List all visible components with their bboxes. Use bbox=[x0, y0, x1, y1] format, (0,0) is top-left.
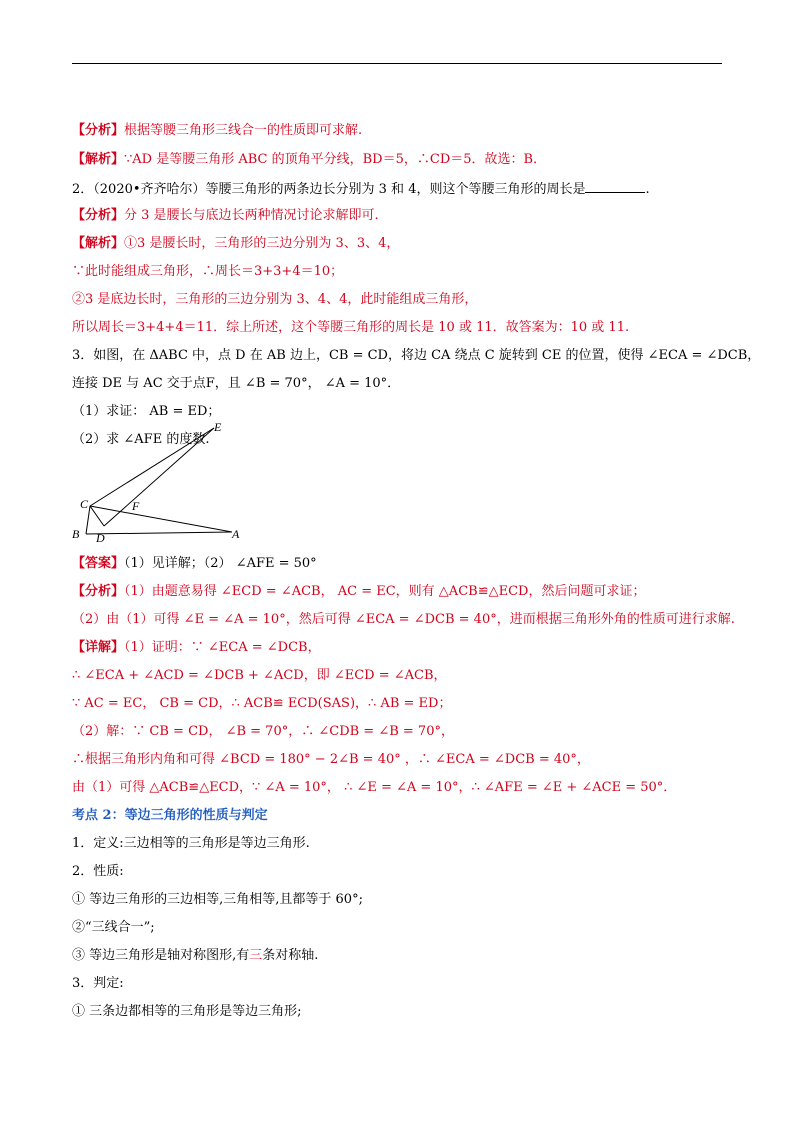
detail-line-3: ∵ AC = EC， CB = CD，∴ ACB≌ ECD(SAS)，∴ AB = ED； bbox=[72, 696, 452, 711]
detail-line-1: 【详解】（1）证明：∵ ∠ECA = ∠DCB， bbox=[72, 640, 321, 655]
detail-line-5: ∴根据三角形内角和可得 ∠BCD = 180° − 2∠B = 40° ，∴ ∠ECA = ∠DCB = 40°， bbox=[72, 752, 590, 767]
analysis-line-3: 【分析】（1）由题意易得 ∠ECD = ∠ACB， AC = EC，则有 △ACB≌△ECD，然后问题可求证； bbox=[72, 584, 646, 599]
answer-blank bbox=[585, 180, 645, 193]
segment-ba bbox=[86, 532, 232, 534]
question-3: 3．如图，在 ΔABC 中，点 D 在 AB 边上，CB = CD，将边 CA 绕点 C 旋转到 CE 的位置，使得 ∠ECA = ∠DCB， bbox=[72, 348, 761, 363]
question-3-part2: （2）求 ∠AFE 的度数. bbox=[72, 432, 210, 447]
judgement-heading: 3．判定: bbox=[72, 976, 124, 991]
property-3: ③ 等边三角形是轴对称图形,有三条对称轴. bbox=[72, 948, 319, 963]
solution-line-3: ∵此时能组成三角形，∴周长＝3+3+4＝10； bbox=[72, 264, 344, 279]
question-3-cont: 连接 DE 与 AC 交于点F，且 ∠B = 70°， ∠A = 10°． bbox=[72, 376, 401, 391]
analysis-line-4: （2）由（1）可得 ∠E = ∠A = 10°，然后可得 ∠ECA = ∠DCB = 40°，进而根据三角形外角的性质可进行求解. bbox=[72, 612, 735, 627]
detail-line-4: （2）解：∵ CB = CD， ∠B = 70°，∴ ∠CDB = ∠B = 70°， bbox=[72, 724, 454, 739]
analysis-line-2: 【分析】分 3 是腰长与底边长两种情况讨论求解即可. bbox=[72, 208, 379, 223]
label-b: B bbox=[72, 527, 80, 541]
judgement-1: ① 三条边都相等的三角形是等边三角形; bbox=[72, 1004, 302, 1019]
solution-line-5: 所以周长＝3+4+4＝11．综上所述，这个等腰三角形的周长是 10 或 11．故答案为：10 或 11. bbox=[72, 320, 630, 335]
label-a: A bbox=[232, 527, 240, 541]
label-c: C bbox=[80, 497, 89, 511]
solution-line-1: 【解析】∵AD 是等腰三角形 ABC 的顶角平分线，BD＝5，∴CD＝5．故选：B． bbox=[72, 152, 547, 167]
definition-line: 1．定义:三边相等的三角形是等边三角形. bbox=[72, 836, 310, 851]
property-2: ②“三线合一”; bbox=[72, 920, 155, 935]
analysis-line-1: 【分析】根据等腰三角形三线合一的性质即可求解. bbox=[72, 123, 363, 138]
question-3-part1: （1）求证： AB = ED； bbox=[72, 404, 221, 419]
answer-line: 【答案】（1）见详解；（2） ∠AFE = 50° bbox=[72, 556, 317, 571]
property-heading: 2．性质: bbox=[72, 864, 124, 879]
detail-line-2: ∴ ∠ECA + ∠ACD = ∠DCB + ∠ACD，即 ∠ECD = ∠ACB， bbox=[72, 668, 447, 683]
label-d: D bbox=[96, 531, 105, 545]
geometry-figure bbox=[72, 422, 252, 546]
segment-cd bbox=[90, 506, 104, 526]
segment-ce bbox=[90, 428, 214, 506]
label-e: E bbox=[214, 422, 222, 434]
detail-line-6: 由（1）可得 △ACB≌△ECD，∵ ∠A = 10°， ∴ ∠E = ∠A = 10°，∴ ∠AFE = ∠E + ∠ACE = 50°． bbox=[72, 780, 677, 795]
solution-line-2: 【解析】①3 是腰长时，三角形的三边分别为 3、3、4， bbox=[72, 236, 400, 251]
question-2: 2．（2020•齐齐哈尔）等腰三角形的两条边长分别为 3 和 4，则这个等腰三角形的周长是 . bbox=[72, 182, 650, 197]
label-f: F bbox=[132, 499, 140, 513]
property-1: ① 等边三角形的三边相等,三角相等,且都等于 60°; bbox=[72, 892, 363, 907]
section-heading: 考点 2：等边三角形的性质与判定 bbox=[72, 808, 268, 823]
header-rule bbox=[72, 63, 722, 64]
solution-line-4: ②3 是底边长时，三角形的三边分别为 3、4、4，此时能组成三角形， bbox=[72, 292, 478, 307]
